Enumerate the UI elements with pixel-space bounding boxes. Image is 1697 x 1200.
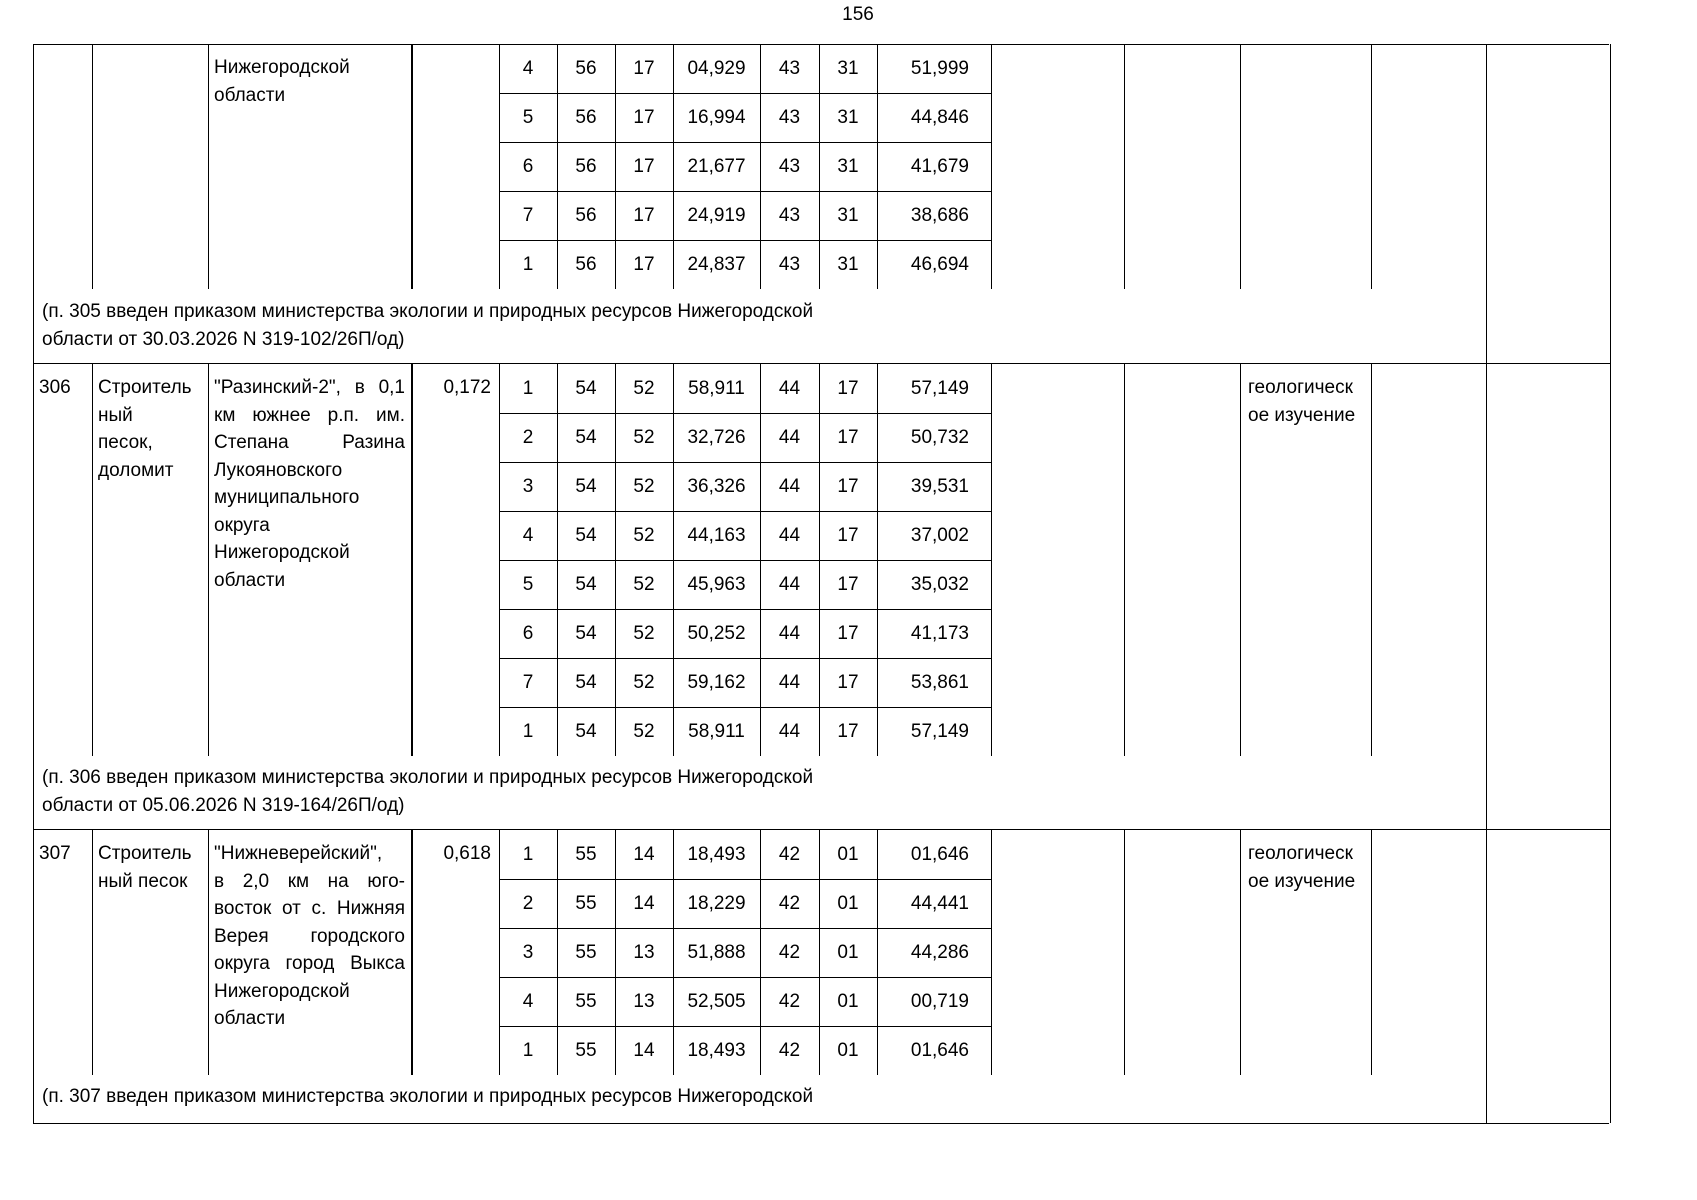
coordinate-cell: 01 bbox=[837, 942, 859, 963]
coordinate-cell: 54 bbox=[575, 574, 597, 595]
coordinate-cell: 52 bbox=[633, 623, 655, 644]
coordinate-cell: 31 bbox=[837, 107, 859, 128]
coordinate-cell: 13 bbox=[633, 991, 655, 1012]
row-number: 306 bbox=[39, 377, 71, 398]
coordinate-cell: 1 bbox=[522, 844, 534, 865]
coordinate-cell: 1 bbox=[522, 254, 534, 275]
coordinate-cell: 17 bbox=[633, 156, 655, 177]
coordinate-cell: 54 bbox=[575, 476, 597, 497]
location-line: муниципального bbox=[214, 487, 360, 508]
coordinate-cell: 56 bbox=[575, 205, 597, 226]
coordinate-cell: 55 bbox=[575, 1040, 597, 1061]
coordinate-cell: 17 bbox=[633, 205, 655, 226]
coordinate-cell: 42 bbox=[778, 991, 801, 1012]
coordinate-cell: 35,032 bbox=[910, 574, 969, 595]
coordinate-cell: 44 bbox=[778, 476, 801, 497]
coordinate-cell: 18,493 bbox=[687, 1040, 746, 1061]
coordinate-cell: 7 bbox=[522, 672, 534, 693]
column-divider bbox=[92, 830, 93, 1075]
coordinate-cell: 01,646 bbox=[910, 844, 969, 865]
coordinate-cell: 42 bbox=[778, 942, 801, 963]
column-divider bbox=[1486, 755, 1487, 829]
coordinate-cell: 59,162 bbox=[687, 672, 746, 693]
location-line: округа город Выкса bbox=[214, 953, 405, 974]
coordinate-cell: 14 bbox=[633, 1040, 655, 1061]
coordinate-cell: 31 bbox=[837, 58, 859, 79]
mineral-type-line: Строитель bbox=[98, 843, 192, 864]
area-value: 0,172 bbox=[443, 377, 491, 398]
location-line: в 2,0 км на юго- bbox=[214, 870, 405, 892]
coordinate-cell: 51,999 bbox=[910, 58, 969, 79]
coordinate-cell: 44,163 bbox=[687, 525, 746, 546]
coordinate-cell: 54 bbox=[575, 721, 597, 742]
coordinate-cell: 44 bbox=[778, 525, 801, 546]
mineral-type-line: ный песок bbox=[98, 870, 188, 892]
coordinate-cell: 17 bbox=[837, 574, 859, 595]
amendment-note-text: (п. 306 введен приказом министерства экологии и природных ресурсов Нижегородской области от 05.06.2026 N 319-164/26П/од) bbox=[42, 767, 814, 816]
coordinate-cell: 31 bbox=[837, 156, 859, 177]
coordinate-cell: 50,252 bbox=[687, 623, 746, 644]
coordinate-cell: 2 bbox=[522, 893, 534, 914]
coordinate-cell: 41,679 bbox=[910, 156, 969, 177]
coordinate-cell: 14 bbox=[633, 844, 655, 865]
coordinate-cell: 01 bbox=[837, 893, 859, 914]
coordinate-cell: 4 bbox=[522, 58, 534, 79]
coordinate-cell: 54 bbox=[575, 623, 597, 644]
amendment-note-text: (п. 307 введен приказом министерства экологии и природных ресурсов Нижегородской bbox=[42, 1086, 814, 1107]
coordinate-cell: 16,994 bbox=[687, 107, 746, 128]
coordinate-cell: 44 bbox=[778, 721, 801, 742]
coordinate-cell: 1 bbox=[522, 721, 534, 742]
coordinate-cell: 52 bbox=[633, 574, 655, 595]
coordinate-cell: 52 bbox=[633, 672, 655, 693]
coordinate-cell: 56 bbox=[575, 58, 597, 79]
coordinate-cell: 50,732 bbox=[910, 427, 969, 448]
table-row bbox=[33, 363, 1611, 756]
coordinate-cell: 55 bbox=[575, 942, 597, 963]
column-divider bbox=[1124, 830, 1125, 1075]
location-line: области bbox=[214, 1008, 286, 1029]
location-line: Нижегородской bbox=[214, 980, 350, 1002]
coordinate-cell: 04,929 bbox=[687, 58, 746, 79]
coordinate-cell: 14 bbox=[633, 893, 655, 914]
coordinate-cell: 52 bbox=[633, 378, 655, 399]
coordinate-cell: 31 bbox=[837, 254, 859, 275]
purpose-line: ое изучение bbox=[1248, 870, 1356, 892]
coordinate-cell: 54 bbox=[575, 525, 597, 546]
coordinate-cell: 32,726 bbox=[687, 427, 746, 448]
coordinate-cell: 4 bbox=[522, 991, 534, 1012]
coordinate-cell: 44 bbox=[778, 427, 801, 448]
coordinate-cell: 42 bbox=[778, 844, 801, 865]
coordinate-cell: 43 bbox=[778, 156, 801, 177]
coordinate-cell: 44 bbox=[778, 672, 801, 693]
amendment-note bbox=[33, 289, 1611, 363]
column-divider bbox=[92, 44, 93, 289]
column-divider bbox=[1124, 44, 1125, 289]
purpose-line: геологическ bbox=[1248, 843, 1353, 864]
column-divider bbox=[208, 364, 209, 756]
column-divider bbox=[1486, 44, 1487, 289]
coordinate-cell: 58,911 bbox=[688, 378, 745, 399]
coordinate-cell: 7 bbox=[522, 205, 534, 226]
coordinate-cell: 18,229 bbox=[687, 893, 746, 914]
column-divider bbox=[991, 830, 992, 1075]
area-value: 0,618 bbox=[443, 843, 491, 864]
location-line: области bbox=[214, 84, 286, 106]
column-divider bbox=[1486, 830, 1487, 1075]
coordinate-cell: 44,846 bbox=[910, 107, 969, 128]
location-line: Нижегородской bbox=[214, 57, 350, 78]
coordinate-cell: 4 bbox=[522, 525, 534, 546]
coordinate-cell: 6 bbox=[522, 156, 534, 177]
coordinate-cell: 3 bbox=[522, 942, 534, 963]
location-line: восток от с. Нижняя bbox=[214, 898, 405, 919]
coordinate-cell: 39,531 bbox=[910, 476, 969, 497]
amendment-note-text: (п. 305 введен приказом министерства экологии и природных ресурсов Нижегородской области от 30.03.2026 N 319-102/26П/од) bbox=[42, 301, 814, 350]
coordinate-cell: 52 bbox=[633, 427, 655, 448]
coordinate-cell: 17 bbox=[837, 672, 859, 693]
coordinate-cell: 01,646 bbox=[910, 1040, 969, 1061]
amendment-note bbox=[33, 755, 1611, 829]
coordinate-cell: 36,326 bbox=[687, 476, 746, 497]
coordinate-cell: 01 bbox=[837, 991, 859, 1012]
coordinate-cell: 55 bbox=[575, 893, 597, 914]
coordinate-cell: 42 bbox=[778, 1040, 801, 1061]
coordinate-cell: 24,919 bbox=[687, 205, 746, 226]
coordinate-cell: 17 bbox=[633, 107, 655, 128]
coordinate-cell: 5 bbox=[522, 107, 534, 128]
mineral-type-line: доломит bbox=[98, 459, 174, 481]
table-bottom-border bbox=[33, 1123, 1609, 1124]
row-number: 307 bbox=[39, 843, 71, 864]
mineral-type-line: Строитель bbox=[98, 377, 192, 398]
column-divider bbox=[1240, 830, 1241, 1075]
coordinate-cell: 3 bbox=[522, 476, 534, 497]
coordinate-cell: 43 bbox=[778, 205, 801, 226]
coordinate-cell: 56 bbox=[575, 156, 597, 177]
column-divider bbox=[208, 830, 209, 1075]
coordinate-cell: 44 bbox=[778, 574, 801, 595]
page-number: 156 bbox=[842, 4, 874, 25]
coordinate-cell: 38,686 bbox=[910, 205, 969, 226]
coordinate-cell: 44,286 bbox=[910, 942, 969, 963]
column-divider bbox=[1486, 364, 1487, 756]
column-divider bbox=[1371, 364, 1372, 756]
location-line: "Нижневерейский", bbox=[214, 843, 383, 864]
column-divider bbox=[991, 364, 992, 756]
coordinate-cell: 44,441 bbox=[910, 893, 969, 914]
purpose-line: геологическ bbox=[1248, 377, 1353, 398]
coordinate-cell: 46,694 bbox=[910, 254, 969, 275]
location-line: Степана Разина bbox=[214, 432, 405, 453]
column-divider bbox=[991, 44, 992, 289]
coordinate-cell: 5 bbox=[522, 574, 534, 595]
coordinate-cell: 17 bbox=[837, 476, 859, 497]
coordinate-cell: 52 bbox=[633, 525, 655, 546]
coordinate-cell: 17 bbox=[633, 58, 655, 79]
coordinate-cell: 52 bbox=[633, 476, 655, 497]
coordinate-cell: 17 bbox=[837, 427, 859, 448]
coordinate-cell: 6 bbox=[522, 623, 534, 644]
table-top-border bbox=[33, 44, 1609, 45]
coordinate-cell: 24,837 bbox=[687, 254, 746, 275]
location-line: Нижегородской bbox=[214, 542, 350, 563]
coordinate-cell: 55 bbox=[575, 844, 597, 865]
coordinate-cell: 52,505 bbox=[687, 991, 746, 1012]
coordinate-cell: 54 bbox=[575, 378, 597, 399]
coordinate-cell: 53,861 bbox=[910, 672, 969, 693]
coordinate-cell: 17 bbox=[837, 525, 859, 546]
column-divider bbox=[411, 44, 413, 289]
coordinate-cell: 01 bbox=[837, 844, 859, 865]
column-divider bbox=[1371, 830, 1372, 1075]
coordinate-cell: 55 bbox=[575, 991, 597, 1012]
coordinate-cell: 57,149 bbox=[910, 378, 969, 399]
location-line: Лукояновского bbox=[214, 459, 343, 481]
table-row bbox=[33, 829, 1611, 1075]
coordinate-cell: 1 bbox=[522, 378, 534, 399]
column-divider bbox=[1486, 289, 1487, 363]
coordinate-cell: 2 bbox=[522, 427, 534, 448]
coordinate-cell: 13 bbox=[633, 942, 655, 963]
coordinate-cell: 43 bbox=[778, 58, 801, 79]
coordinate-cell: 31 bbox=[837, 205, 859, 226]
table-row bbox=[33, 44, 1611, 289]
mineral-type-line: песок, bbox=[98, 432, 153, 453]
location-line: Верея городского bbox=[214, 925, 405, 947]
coordinate-cell: 54 bbox=[575, 427, 597, 448]
coordinate-cell: 54 bbox=[575, 672, 597, 693]
coordinate-cell: 21,677 bbox=[687, 156, 746, 177]
column-divider bbox=[1486, 1074, 1487, 1123]
coordinate-cell: 17 bbox=[837, 721, 859, 742]
location-line: округа bbox=[214, 514, 270, 536]
column-divider bbox=[1371, 44, 1372, 289]
coordinate-cell: 51,888 bbox=[687, 942, 746, 963]
location-line: км южнее р.п. им. bbox=[214, 404, 405, 426]
coordinate-cell: 56 bbox=[575, 107, 597, 128]
coordinate-cell: 43 bbox=[778, 107, 801, 128]
column-divider bbox=[1124, 364, 1125, 756]
coordinate-cell: 1 bbox=[522, 1040, 534, 1061]
column-divider bbox=[92, 364, 93, 756]
coordinate-cell: 56 bbox=[575, 254, 597, 275]
amendment-note bbox=[33, 1074, 1611, 1123]
column-divider bbox=[1240, 364, 1241, 756]
coordinate-cell: 41,173 bbox=[910, 623, 969, 644]
coordinate-cell: 57,149 bbox=[910, 721, 969, 742]
coordinate-cell: 18,493 bbox=[687, 844, 746, 865]
column-divider bbox=[208, 44, 209, 289]
coordinate-cell: 00,719 bbox=[910, 991, 969, 1012]
coordinate-cell: 44 bbox=[778, 623, 801, 644]
coordinate-cell: 37,002 bbox=[910, 525, 969, 546]
coordinate-cell: 43 bbox=[778, 254, 801, 275]
coordinate-cell: 58,911 bbox=[688, 721, 745, 742]
coordinate-cell: 17 bbox=[633, 254, 655, 275]
coordinate-cell: 52 bbox=[633, 721, 655, 742]
column-divider bbox=[411, 364, 413, 756]
coordinate-cell: 42 bbox=[778, 893, 801, 914]
location-line: области bbox=[214, 569, 286, 591]
purpose-line: ое изучение bbox=[1248, 404, 1356, 426]
column-divider bbox=[1240, 44, 1241, 289]
coordinate-cell: 44 bbox=[778, 378, 801, 399]
coordinate-cell: 17 bbox=[837, 378, 859, 399]
coordinate-cell: 17 bbox=[837, 623, 859, 644]
mineral-type-line: ный bbox=[98, 404, 133, 426]
coordinate-cell: 01 bbox=[837, 1040, 859, 1061]
location-line: "Разинский-2", в 0,1 bbox=[214, 377, 405, 398]
coordinate-cell: 45,963 bbox=[687, 574, 746, 595]
